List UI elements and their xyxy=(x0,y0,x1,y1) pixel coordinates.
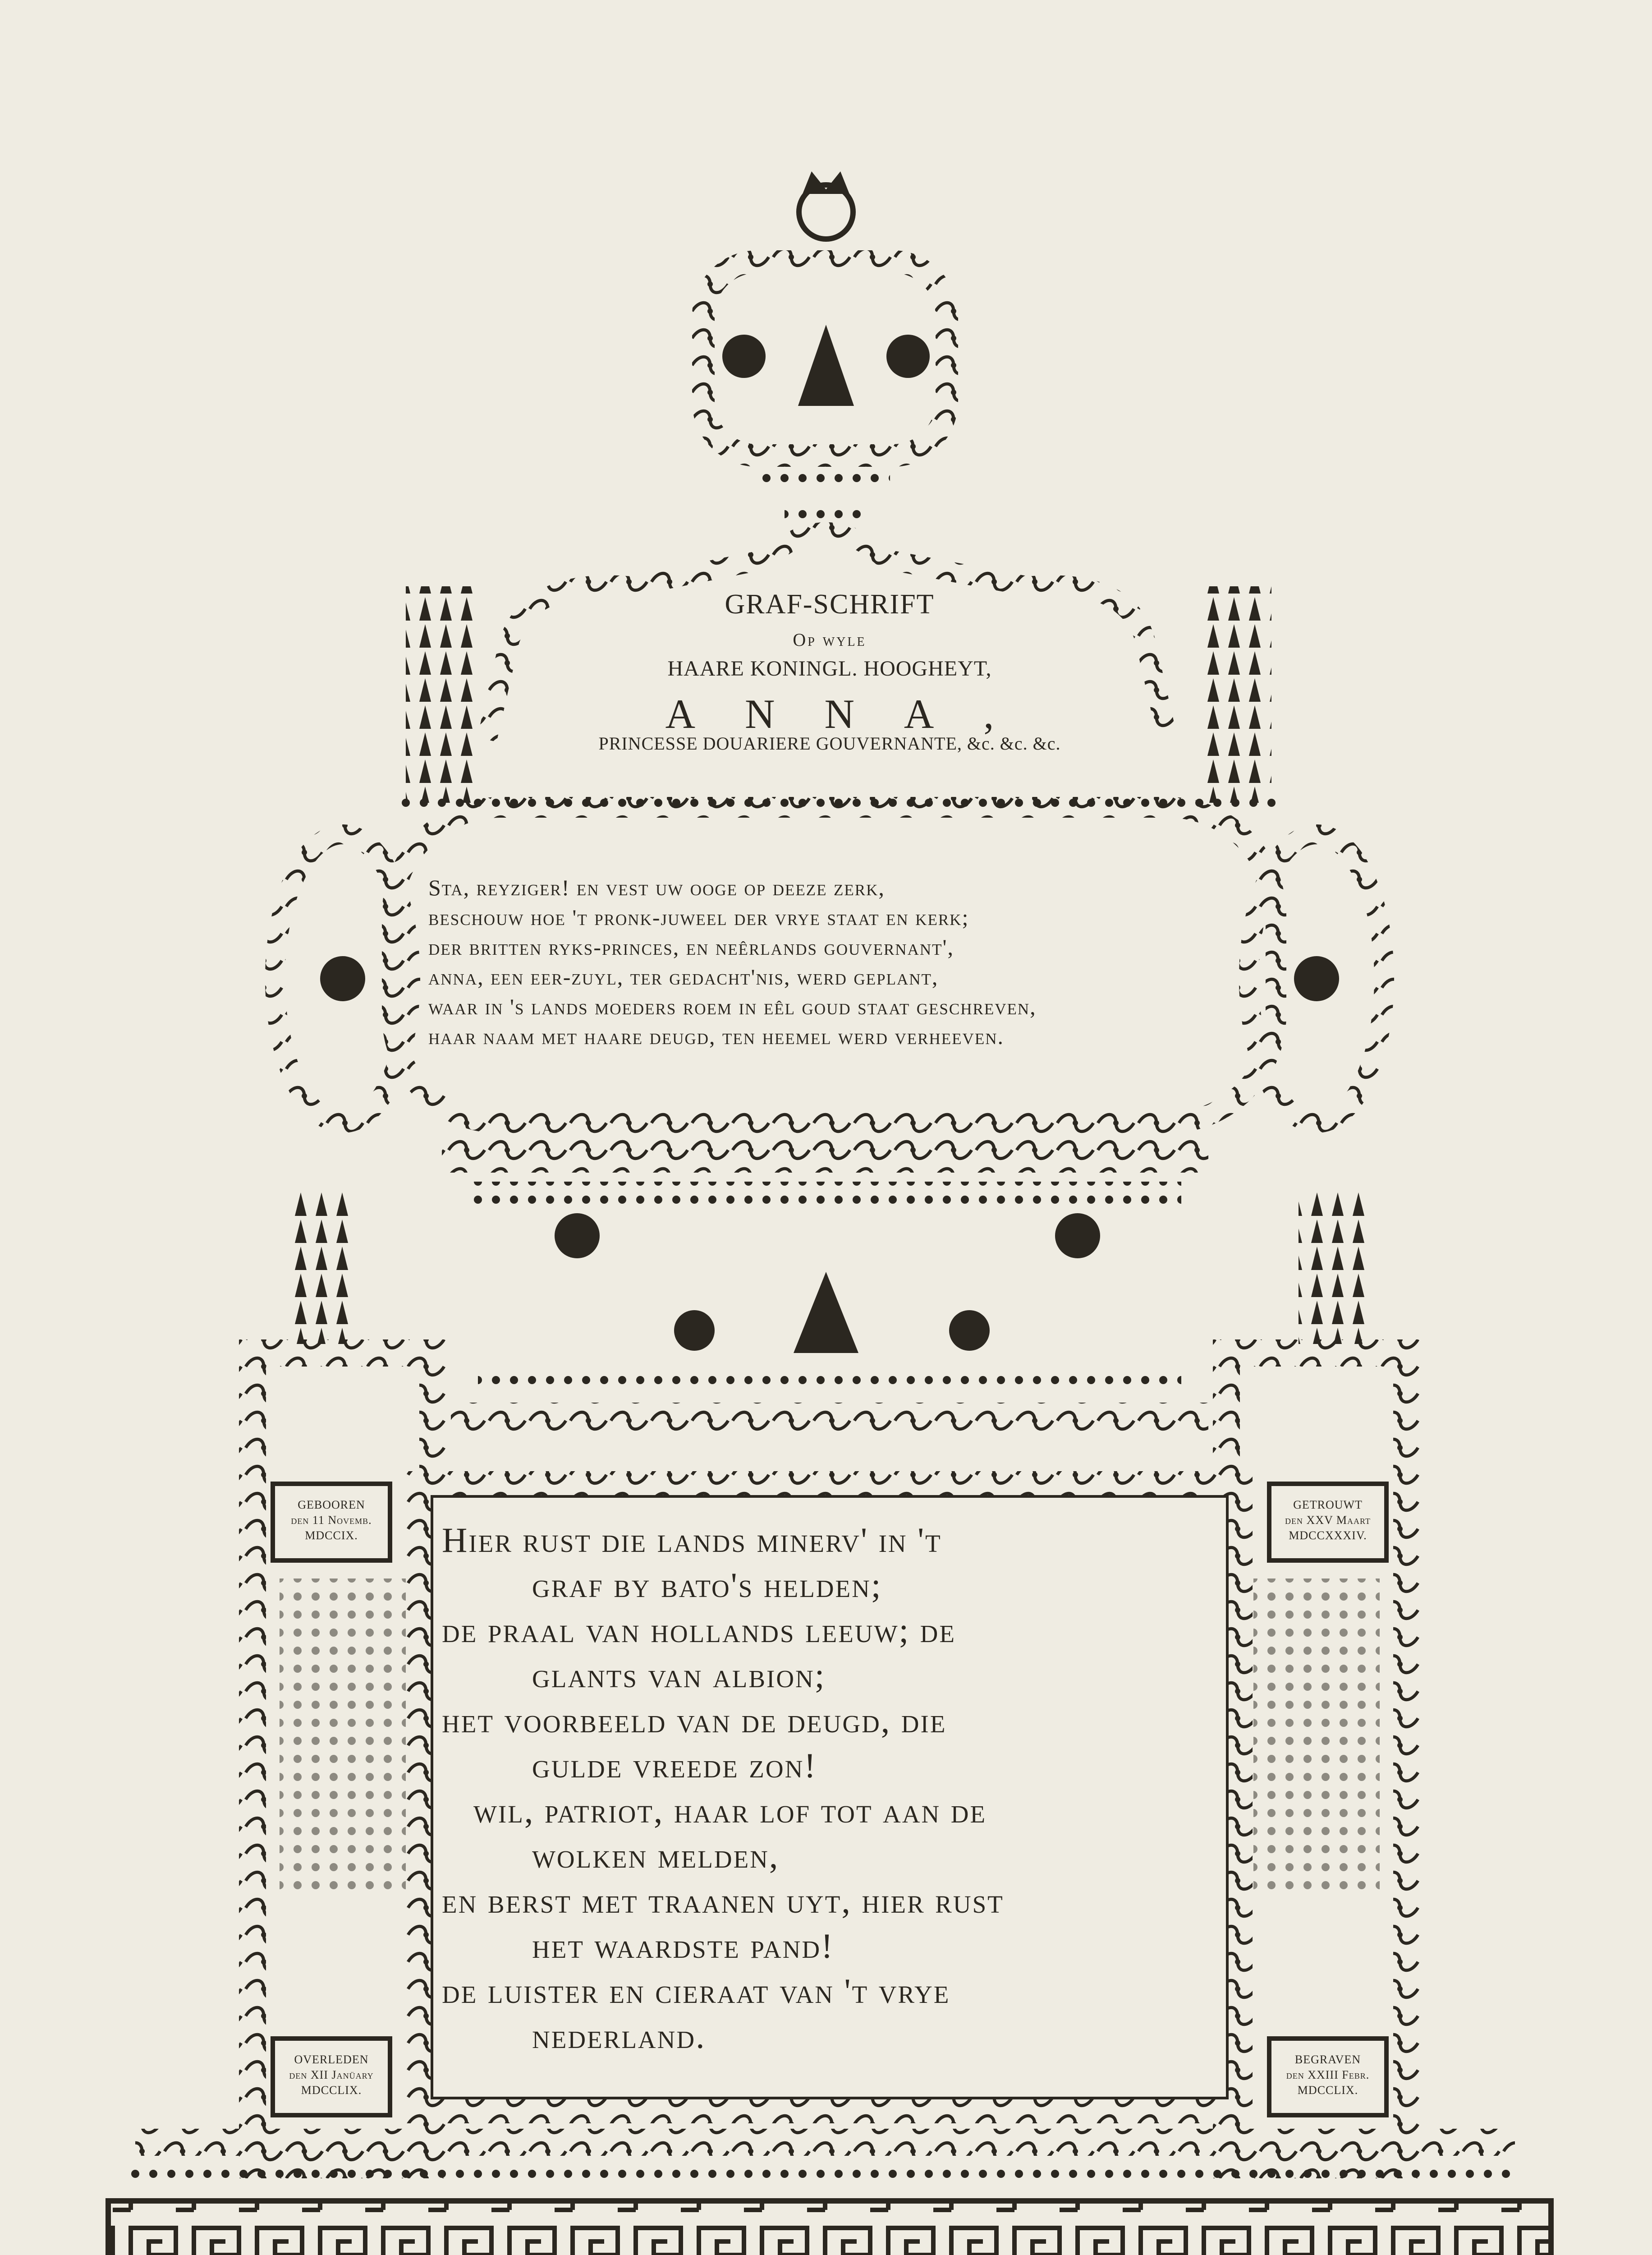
tablet-line: wil, patriot, haar lof tot aan de xyxy=(473,1791,987,1830)
tablet-line: gulde vreede zon! xyxy=(532,1746,817,1785)
verse-line: haar naam met haare deugd, ten heemel werd verheeven. xyxy=(428,1024,1004,1049)
plaque-year: MDCCIX. xyxy=(305,1529,358,1542)
tablet-line: en berst met traanen uyt, hier rust xyxy=(442,1881,1004,1920)
verse-line: Sta, reyziger! en vest uw ooge op deeze zerk, xyxy=(428,875,885,900)
plaque-date: den XII Janüary xyxy=(289,2068,374,2081)
plaque-label: BEGRAVEN xyxy=(1294,2053,1361,2066)
title-subtitle: Op wyle xyxy=(793,630,867,650)
plaque-buried xyxy=(1271,2052,1384,2098)
plaque-label: GEBOOREN xyxy=(298,1498,365,1511)
plaque-label: GETROUWT xyxy=(1293,1498,1363,1511)
tablet-line: glants van albion; xyxy=(532,1656,826,1695)
tablet-line: het waardste pand! xyxy=(532,1926,835,1965)
plaque-label: OVERLEDEN xyxy=(294,2053,369,2066)
tablet-line: het voorbeeld van de deugd, die xyxy=(442,1701,947,1740)
tablet-verse xyxy=(442,1518,1226,2059)
tablet-line: de praal van hollands leeuw; de xyxy=(442,1611,956,1650)
upper-verse xyxy=(428,873,1249,1051)
plaque-died xyxy=(275,2052,388,2098)
plaque-date: den XXIII Febr. xyxy=(1286,2068,1370,2081)
title-epitaph: GRAF-SCHRIFT xyxy=(725,589,935,620)
plaque-year: MDCCLIX. xyxy=(1297,2084,1358,2097)
tablet-line: de luister en cieraat van 't vrye xyxy=(442,1971,950,2011)
plaque-married xyxy=(1271,1497,1384,1543)
title-rank: PRINCESSE DOUARIERE GOUVERNANTE, &c. &c. &c. xyxy=(598,733,1061,754)
plaque-date: den 11 Novemb. xyxy=(291,1514,372,1527)
tablet-line: wolken melden, xyxy=(532,1836,780,1875)
plaque-date: den XXV Maart xyxy=(1285,1514,1371,1527)
verse-line: der britten ryks-princes, en neêrlands gouvernant', xyxy=(428,934,954,960)
verse-line: beschouw hoe 't pronk-juweel der vrye staat en kerk; xyxy=(428,905,969,930)
plaque-year: MDCCXXXIV. xyxy=(1289,1529,1367,1542)
verse-line: anna, een eer-zuyl, ter gedacht'nis, werd geplant, xyxy=(428,964,939,989)
tablet-line: Hier rust die lands minerv' in 't xyxy=(442,1520,942,1560)
title-honorific: HAARE KONINGL. HOOGHEYT, xyxy=(667,657,992,681)
tablet-line: nederland. xyxy=(532,2016,706,2056)
tablet-line: graf by bato's helden; xyxy=(532,1565,882,1605)
crown-finial xyxy=(703,171,947,528)
plaque-year: MDCCLIX. xyxy=(301,2084,362,2097)
plaque-born xyxy=(275,1497,388,1543)
title-name: ANNA, xyxy=(665,691,1044,737)
verse-line: waar in 's lands moeders roem in eêl goud staat geschreven, xyxy=(428,994,1037,1019)
